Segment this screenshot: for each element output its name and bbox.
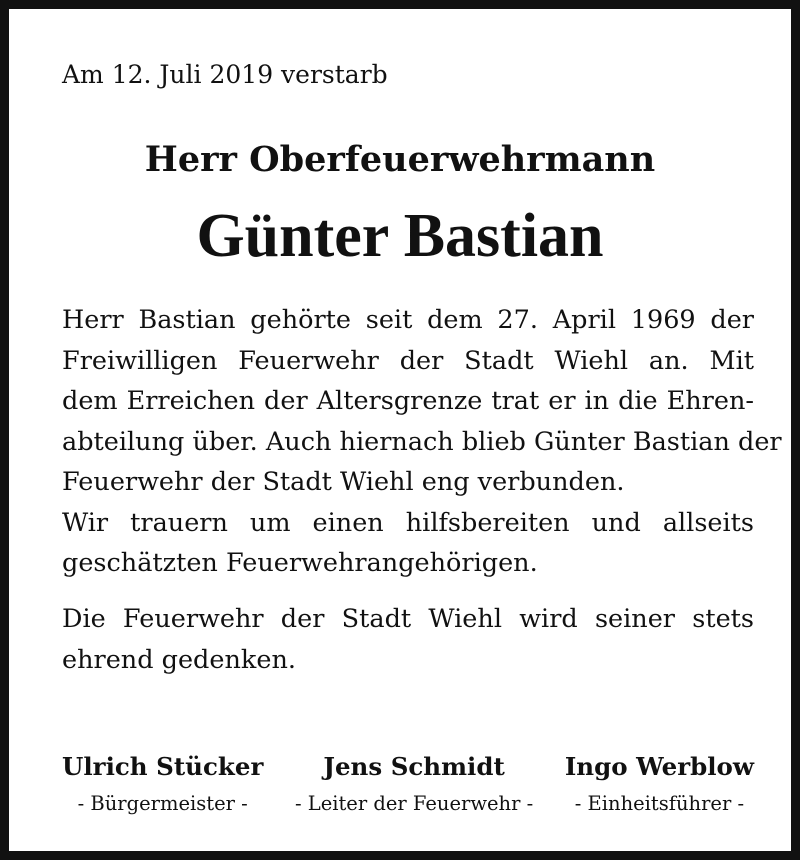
deceased-name: Günter Bastian	[196, 202, 604, 270]
biography-line: abteilung über. Auch hiernach blieb Günter Bastian der	[62, 426, 782, 457]
biography-line: Freiwilligen Feuerwehr der Stadt Wiehl an. Mit	[62, 345, 754, 376]
signatory-role: - Leiter der Feuerwehr -	[294, 792, 534, 815]
biography-line: Feuerwehr der Stadt Wiehl eng verbunden.	[62, 467, 625, 497]
signatory-name: Ingo Werblow	[564, 752, 754, 781]
signatory-unit-leader	[565, 749, 754, 819]
signatory-name: Jens Schmidt	[323, 752, 505, 781]
biography-line: Wir trauern um einen hilfsbereiten und allseits	[62, 507, 754, 538]
deceased-rank-title: Herr Oberfeuerwehrmann	[144, 139, 656, 180]
signatory-role: - Einheitsführer -	[574, 792, 745, 815]
biography-line: geschätzten Feuerwehrangehörigen.	[62, 548, 538, 578]
biography-paragraph	[62, 300, 782, 584]
death-date-intro: Am 12. Juli 2019 verstarb	[62, 60, 388, 89]
biography-line: dem Erreichen der Altersgrenze trat er in die Ehren-	[62, 386, 754, 416]
biography-line: Herr Bastian gehörte seit dem 27. April 1969 der	[62, 305, 754, 335]
signatory-fire-chief	[295, 749, 533, 819]
remembrance-line: Die Feuerwehr der Stadt Wiehl wird seiner stets	[62, 604, 754, 634]
signatory-name: Ulrich Stücker	[62, 752, 264, 781]
remembrance-paragraph	[62, 599, 754, 680]
signatory-role: - Bürgermeister -	[77, 792, 248, 815]
remembrance-line: ehrend gedenken.	[62, 644, 296, 675]
signatories	[62, 749, 754, 819]
signatory-mayor	[62, 749, 263, 819]
